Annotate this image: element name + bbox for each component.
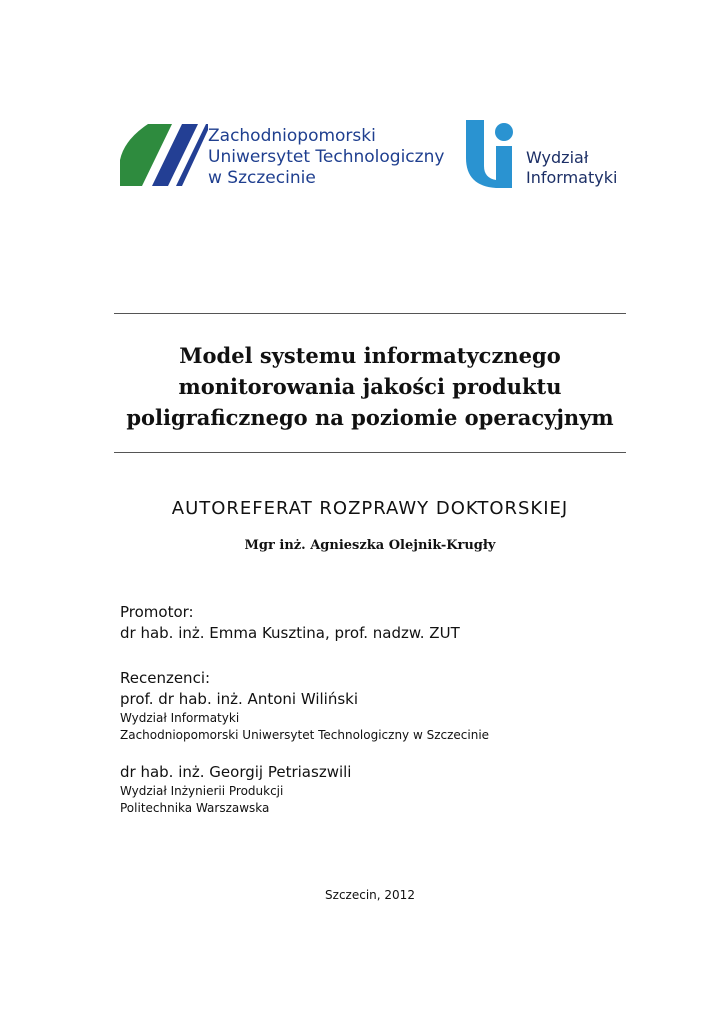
reviewers-section <box>120 668 640 744</box>
promotor-section <box>120 602 640 644</box>
title-line-1: Model systemu informatycznego <box>179 343 561 368</box>
document-type: AUTOREFERAT ROZPRAWY DOKTORSKIEJ <box>171 498 569 519</box>
zut-logo <box>118 120 448 192</box>
thesis-title <box>100 340 640 433</box>
zut-name-line-3: w Szczecinie <box>208 168 316 188</box>
reviewers-label: Recenzenci: <box>120 669 211 687</box>
zut-name-line-2: Uniwersytet Technologiczny <box>208 147 445 167</box>
promotor-name: dr hab. inż. Emma Kusztina, prof. nadzw. ZUT <box>120 624 460 642</box>
zut-name <box>208 126 444 189</box>
author-name: Mgr inż. Agnieszka Olejnik-Krugły <box>244 538 496 553</box>
bottom-divider <box>114 452 626 453</box>
title-line-3: poligraficznego na poziomie operacyjnym <box>126 405 614 430</box>
reviewer-1-inst: Zachodniopomorski Uniwersytet Technologiczny w Szczecinie <box>120 728 490 742</box>
zut-name-line-1: Zachodniopomorski <box>208 126 376 146</box>
reviewer-2-inst: Politechnika Warszawska <box>120 801 270 815</box>
promotor-label: Promotor: <box>120 603 194 621</box>
wi-logo <box>466 120 626 192</box>
zut-stripes-icon <box>118 120 208 192</box>
reviewer-2-section <box>120 762 640 817</box>
reviewer-2-dept: Wydział Inżynierii Produkcji <box>120 784 284 798</box>
reviewer-1-name: prof. dr hab. inż. Antoni Wiliński <box>120 690 359 708</box>
wi-name <box>526 148 617 188</box>
place-and-year: Szczecin, 2012 <box>325 888 415 902</box>
title-line-2: monitorowania jakości produktu <box>178 374 562 399</box>
reviewer-2-name: dr hab. inż. Georgij Petriaszwili <box>120 763 352 781</box>
top-divider <box>114 313 626 314</box>
reviewer-1-dept: Wydział Informatyki <box>120 711 240 725</box>
wi-emblem-icon <box>466 120 524 190</box>
wi-name-line-2: Informatyki <box>526 168 618 187</box>
wi-name-line-1: Wydział <box>526 148 589 167</box>
